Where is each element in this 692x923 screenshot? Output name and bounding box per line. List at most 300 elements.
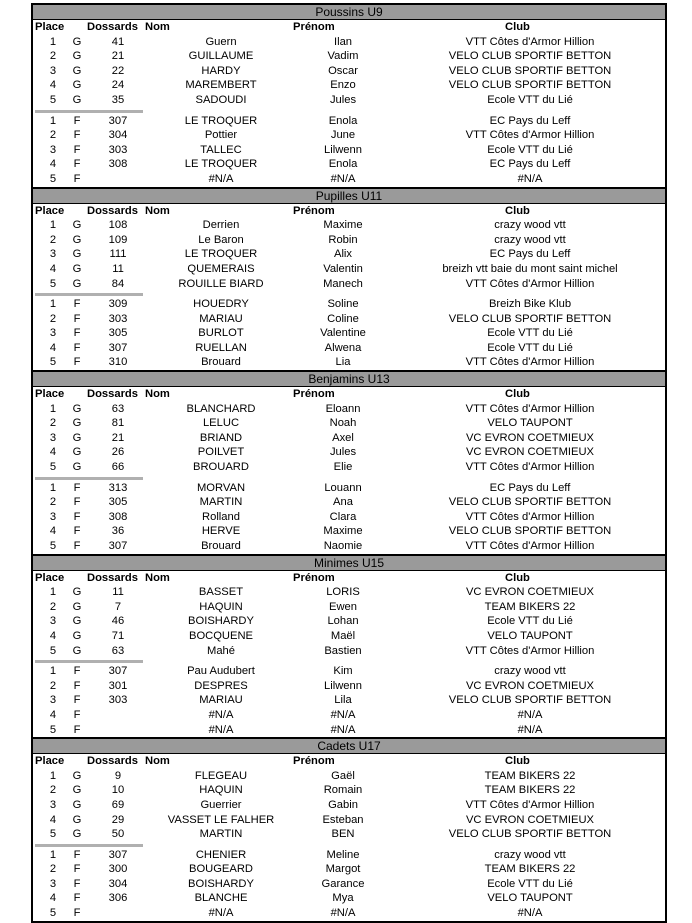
- result-row: [33, 326, 665, 341]
- cell-place: 2: [49, 417, 57, 430]
- category-title: Minimes U15: [33, 556, 665, 571]
- cell-nom: Pottier: [204, 129, 238, 142]
- cell-doss: 310: [108, 356, 128, 369]
- cell-nom: BLANCHARD: [186, 402, 256, 415]
- cell-doss: 307: [108, 665, 128, 678]
- cell-doss: 36: [111, 525, 125, 538]
- result-row: [33, 723, 665, 738]
- cell-sex: G: [72, 629, 82, 642]
- cell-doss: 63: [111, 402, 125, 415]
- cell-sex: G: [72, 461, 82, 474]
- result-row: [33, 848, 665, 863]
- header-place: Place: [35, 388, 65, 401]
- cell-pre: Oscar: [328, 64, 358, 77]
- cell-nom: BURLOT: [198, 327, 244, 340]
- cell-nom: MARIAU: [199, 694, 243, 707]
- result-row: [33, 600, 665, 615]
- cell-doss: 309: [108, 298, 128, 311]
- cell-club: Breizh Bike Klub: [488, 298, 572, 311]
- header-dossards: Dossards: [87, 388, 138, 401]
- cell-sex: F: [73, 312, 81, 325]
- cell-place: 5: [49, 723, 57, 736]
- result-row: [33, 891, 665, 906]
- header-prenom: Prénom: [293, 204, 335, 217]
- cell-place: 3: [49, 877, 57, 890]
- result-row: [33, 312, 665, 327]
- cell-sex: F: [73, 298, 81, 311]
- cell-doss: 81: [111, 417, 125, 430]
- result-row: [33, 769, 665, 784]
- cell-club: #N/A: [517, 723, 543, 736]
- cell-pre: Noah: [329, 417, 357, 430]
- cell-place: 3: [49, 143, 57, 156]
- group-separator: [35, 110, 143, 113]
- cell-sex: F: [73, 679, 81, 692]
- cell-place: 2: [49, 496, 57, 509]
- cell-place: 3: [49, 694, 57, 707]
- cell-pre: Eloann: [325, 402, 361, 415]
- cell-nom: MARTIN: [199, 496, 243, 509]
- cell-pre: Kim: [333, 665, 353, 678]
- cell-place: 1: [49, 35, 57, 48]
- header-club: Club: [505, 204, 530, 217]
- cell-place: 5: [49, 540, 57, 552]
- cell-nom: HARDY: [201, 64, 241, 77]
- result-row: [33, 693, 665, 708]
- cell-nom: BOISHARDY: [188, 877, 254, 890]
- cell-nom: HOUEDRY: [193, 298, 249, 311]
- cell-place: 1: [49, 298, 57, 311]
- cell-nom: RUELLAN: [195, 341, 247, 354]
- cell-pre: #N/A: [330, 723, 356, 736]
- header-prenom: Prénom: [293, 21, 335, 33]
- cell-club: VELO CLUB SPORTIF BETTON: [448, 312, 612, 325]
- header-dossards: Dossards: [87, 755, 138, 768]
- result-row: [33, 262, 665, 277]
- cell-pre: Bastien: [324, 644, 362, 657]
- cell-sex: G: [72, 50, 82, 63]
- cell-pre: Louann: [324, 481, 362, 494]
- column-header-row: [33, 20, 665, 35]
- cell-club: VELO TAUPONT: [487, 629, 573, 642]
- cell-doss: 24: [111, 79, 125, 92]
- result-row: [33, 114, 665, 129]
- cell-club: VTT Côtes d'Armor Hillion: [465, 35, 595, 48]
- cell-club: Ecole VTT du Lié: [487, 327, 573, 340]
- cell-sex: G: [72, 586, 82, 599]
- cell-doss: 304: [108, 129, 128, 142]
- cell-sex: F: [73, 863, 81, 876]
- cell-nom: Brouard: [201, 356, 241, 369]
- header-prenom: Prénom: [293, 388, 335, 401]
- cell-place: 2: [49, 312, 57, 325]
- cell-club: VTT Côtes d'Armor Hillion: [465, 277, 595, 290]
- cell-place: 5: [49, 277, 57, 290]
- cell-sex: G: [72, 446, 82, 459]
- cell-doss: 301: [108, 679, 128, 692]
- cell-place: 1: [49, 219, 57, 232]
- cell-place: 3: [49, 615, 57, 628]
- cell-sex: F: [73, 907, 81, 920]
- cell-doss: 308: [108, 158, 128, 171]
- cell-sex: G: [72, 431, 82, 444]
- cell-sex: F: [73, 665, 81, 678]
- cell-doss: 313: [108, 481, 128, 494]
- cell-place: 1: [49, 848, 57, 861]
- header-club: Club: [505, 571, 530, 584]
- cell-club: VTT Côtes d'Armor Hillion: [465, 356, 595, 369]
- cell-pre: Lohan: [327, 615, 359, 628]
- result-row: [33, 172, 665, 187]
- cell-doss: 307: [108, 114, 128, 127]
- cell-pre: Meline: [326, 848, 360, 861]
- cell-place: 4: [49, 341, 57, 354]
- cell-doss: 306: [108, 892, 128, 905]
- result-row: [33, 524, 665, 539]
- group-separator: [35, 660, 143, 663]
- result-row: [33, 128, 665, 143]
- cell-club: VTT Côtes d'Armor Hillion: [465, 540, 595, 552]
- cell-sex: F: [73, 172, 81, 185]
- cell-club: EC Pays du Leff: [489, 114, 571, 127]
- cell-nom: ROUILLE BIARD: [178, 277, 264, 290]
- cell-place: 5: [49, 461, 57, 474]
- cell-pre: Jules: [329, 93, 357, 106]
- cell-pre: BEN: [331, 828, 355, 841]
- cell-place: 2: [49, 784, 57, 797]
- category-section: [31, 737, 667, 923]
- cell-club: #N/A: [517, 907, 543, 920]
- header-club: Club: [505, 21, 530, 33]
- cell-nom: QUEMERAIS: [187, 262, 255, 275]
- category-section: [31, 370, 667, 554]
- cell-pre: Soline: [327, 298, 359, 311]
- cell-club: VC EVRON COETMIEUX: [465, 446, 595, 459]
- cell-club: VELO TAUPONT: [487, 892, 573, 905]
- column-header-row: [33, 754, 665, 769]
- cell-club: Ecole VTT du Lié: [487, 615, 573, 628]
- cell-club: VELO CLUB SPORTIF BETTON: [448, 64, 612, 77]
- cell-club: VC EVRON COETMIEUX: [465, 431, 595, 444]
- result-row: [33, 585, 665, 600]
- header-place: Place: [35, 204, 65, 217]
- cell-place: 4: [49, 79, 57, 92]
- cell-club: VC EVRON COETMIEUX: [465, 679, 595, 692]
- result-row: [33, 783, 665, 798]
- cell-pre: Alwena: [324, 341, 362, 354]
- cell-club: VTT Côtes d'Armor Hillion: [465, 402, 595, 415]
- cell-pre: Clara: [329, 510, 357, 523]
- result-row: [33, 247, 665, 262]
- cell-sex: G: [72, 615, 82, 628]
- result-row: [33, 277, 665, 292]
- result-row: [33, 539, 665, 554]
- header-nom: Nom: [145, 21, 170, 33]
- cell-club: VTT Côtes d'Armor Hillion: [465, 798, 595, 811]
- cell-place: 2: [49, 679, 57, 692]
- cell-place: 3: [49, 327, 57, 340]
- result-row: [33, 431, 665, 446]
- cell-doss: 46: [111, 615, 125, 628]
- header-club: Club: [505, 388, 530, 401]
- cell-nom: HAQUIN: [199, 600, 243, 613]
- cell-doss: 9: [114, 769, 122, 782]
- cell-place: 4: [49, 629, 57, 642]
- cell-pre: Alix: [333, 248, 353, 261]
- cell-nom: MARIAU: [199, 312, 243, 325]
- cell-sex: G: [72, 600, 82, 613]
- cell-doss: 26: [111, 446, 125, 459]
- cell-nom: Guerrier: [200, 798, 242, 811]
- cell-pre: Lia: [335, 356, 351, 369]
- cell-nom: FLEGEAU: [194, 769, 248, 782]
- cell-doss: 11: [112, 262, 124, 275]
- cell-place: 4: [49, 892, 57, 905]
- group-separator: [35, 477, 143, 480]
- result-row: [33, 481, 665, 496]
- result-row: [33, 341, 665, 356]
- result-row: [33, 862, 665, 877]
- result-row: [33, 297, 665, 312]
- cell-doss: 307: [108, 848, 128, 861]
- cell-nom: #N/A: [208, 723, 234, 736]
- cell-club: VELO CLUB SPORTIF BETTON: [448, 525, 612, 538]
- cell-nom: DESPRES: [194, 679, 248, 692]
- cell-sex: G: [72, 798, 82, 811]
- cell-club: VC EVRON COETMIEUX: [465, 586, 595, 599]
- cell-nom: Brouard: [201, 540, 241, 552]
- cell-club: #N/A: [517, 708, 543, 721]
- cell-doss: 303: [108, 143, 128, 156]
- cell-place: 2: [49, 600, 57, 613]
- cell-club: crazy wood vtt: [494, 665, 566, 678]
- result-row: [33, 877, 665, 892]
- cell-nom: BASSET: [198, 586, 244, 599]
- cell-sex: F: [73, 525, 81, 538]
- cell-doss: 50: [111, 828, 125, 841]
- cell-sex: F: [73, 877, 81, 890]
- result-row: [33, 906, 665, 921]
- result-row: [33, 445, 665, 460]
- cell-club: VELO CLUB SPORTIF BETTON: [448, 496, 612, 509]
- cell-place: 3: [49, 248, 57, 261]
- cell-pre: Vadim: [327, 50, 359, 63]
- cell-nom: MORVAN: [196, 481, 246, 494]
- cell-doss: 111: [109, 248, 127, 261]
- cell-pre: Ilan: [333, 35, 353, 48]
- result-row: [33, 708, 665, 723]
- cell-sex: G: [72, 828, 82, 841]
- cell-club: Ecole VTT du Lié: [487, 143, 573, 156]
- cell-club: Ecole VTT du Lié: [487, 341, 573, 354]
- cell-doss: 41: [111, 35, 125, 48]
- cell-club: VELO CLUB SPORTIF BETTON: [448, 694, 612, 707]
- result-row: [33, 664, 665, 679]
- cell-doss: 63: [111, 644, 125, 657]
- cell-pre: #N/A: [330, 172, 356, 185]
- result-row: [33, 218, 665, 233]
- result-row: [33, 813, 665, 828]
- cell-place: 5: [49, 356, 57, 369]
- cell-nom: LE TROQUER: [184, 158, 258, 171]
- group-separator: [35, 844, 143, 847]
- cell-doss: 21: [111, 431, 125, 444]
- cell-pre: Gaël: [331, 769, 355, 782]
- result-row: [33, 679, 665, 694]
- cell-sex: G: [72, 769, 82, 782]
- cell-nom: Derrien: [202, 219, 240, 232]
- cell-sex: G: [72, 93, 82, 106]
- cell-club: #N/A: [517, 172, 543, 185]
- cell-nom: VASSET LE FALHER: [167, 813, 275, 826]
- category-section: [31, 187, 667, 371]
- cell-pre: #N/A: [330, 708, 356, 721]
- cell-sex: G: [72, 79, 82, 92]
- cell-nom: Pau Audubert: [187, 665, 255, 678]
- result-row: [33, 614, 665, 629]
- cell-pre: Robin: [328, 233, 358, 246]
- result-row: [33, 827, 665, 842]
- cell-pre: #N/A: [330, 907, 356, 920]
- cell-club: EC Pays du Leff: [489, 248, 571, 261]
- cell-nom: BOISHARDY: [188, 615, 254, 628]
- cell-sex: G: [72, 813, 82, 826]
- cell-sex: G: [72, 402, 82, 415]
- cell-sex: F: [73, 114, 81, 127]
- cell-place: 1: [49, 769, 57, 782]
- cell-place: 1: [49, 114, 57, 127]
- cell-club: TEAM BIKERS 22: [484, 769, 576, 782]
- cell-pre: Maxime: [323, 219, 363, 232]
- cell-nom: #N/A: [208, 907, 234, 920]
- cell-pre: Romain: [323, 784, 363, 797]
- cell-sex: F: [73, 892, 81, 905]
- cell-place: 1: [49, 586, 57, 599]
- cell-pre: Mya: [332, 892, 354, 905]
- cell-doss: 71: [111, 629, 125, 642]
- cell-nom: Rolland: [202, 510, 240, 523]
- cell-pre: Ewen: [329, 600, 357, 613]
- header-nom: Nom: [145, 755, 170, 768]
- cell-pre: Valentin: [323, 262, 363, 275]
- cell-nom: MARTIN: [199, 828, 243, 841]
- cell-nom: MAREMBERT: [185, 79, 257, 92]
- cell-place: 3: [49, 431, 57, 444]
- header-nom: Nom: [145, 388, 170, 401]
- cell-place: 4: [49, 158, 57, 171]
- cell-pre: Lilwenn: [324, 143, 362, 156]
- result-row: [33, 93, 665, 108]
- header-dossards: Dossards: [87, 21, 138, 33]
- cell-pre: Valentine: [320, 327, 366, 340]
- cell-place: 3: [49, 798, 57, 811]
- cell-sex: F: [73, 694, 81, 707]
- cell-nom: HERVE: [201, 525, 241, 538]
- cell-nom: BRIAND: [199, 431, 243, 444]
- cell-doss: 307: [108, 540, 128, 552]
- cell-pre: June: [330, 129, 356, 142]
- cell-sex: F: [73, 143, 81, 156]
- cell-club: crazy wood vtt: [494, 848, 566, 861]
- cell-place: 4: [49, 262, 57, 275]
- cell-sex: G: [72, 417, 82, 430]
- cell-sex: G: [72, 644, 82, 657]
- cell-club: crazy wood vtt: [494, 219, 566, 232]
- cell-club: VELO TAUPONT: [487, 417, 573, 430]
- cell-doss: 66: [111, 461, 125, 474]
- cell-nom: Mahé: [207, 644, 235, 657]
- cell-sex: G: [72, 35, 82, 48]
- cell-nom: #N/A: [208, 172, 234, 185]
- cell-nom: CHENIER: [195, 848, 247, 861]
- cell-doss: 7: [114, 600, 122, 613]
- cell-doss: 11: [112, 586, 124, 599]
- cell-place: 3: [49, 64, 57, 77]
- cell-club: TEAM BIKERS 22: [484, 600, 576, 613]
- cell-sex: G: [72, 233, 82, 246]
- cell-doss: 303: [108, 312, 128, 325]
- cell-place: 1: [49, 402, 57, 415]
- category-title: Benjamins U13: [33, 372, 665, 387]
- cell-sex: F: [73, 723, 81, 736]
- cell-sex: F: [73, 356, 81, 369]
- cell-club: VTT Côtes d'Armor Hillion: [465, 644, 595, 657]
- cell-club: EC Pays du Leff: [489, 158, 571, 171]
- cell-pre: Enzo: [330, 79, 356, 92]
- result-row: [33, 798, 665, 813]
- cell-pre: Gabin: [328, 798, 358, 811]
- cell-sex: G: [72, 248, 82, 261]
- cell-pre: Coline: [327, 312, 359, 325]
- header-prenom: Prénom: [293, 755, 335, 768]
- cell-sex: G: [72, 262, 82, 275]
- cell-doss: 84: [111, 277, 125, 290]
- cell-doss: 10: [111, 784, 125, 797]
- cell-place: 1: [49, 481, 57, 494]
- cell-club: VTT Côtes d'Armor Hillion: [465, 510, 595, 523]
- result-row: [33, 233, 665, 248]
- result-row: [33, 629, 665, 644]
- cell-place: 5: [49, 907, 57, 920]
- group-separator: [35, 293, 143, 296]
- cell-nom: HAQUIN: [199, 784, 243, 797]
- cell-club: VELO CLUB SPORTIF BETTON: [448, 79, 612, 92]
- cell-nom: #N/A: [208, 708, 234, 721]
- result-row: [33, 495, 665, 510]
- cell-sex: F: [73, 496, 81, 509]
- cell-doss: 305: [108, 327, 128, 340]
- cell-sex: F: [73, 158, 81, 171]
- cell-doss: 69: [111, 798, 125, 811]
- cell-nom: LE TROQUER: [184, 114, 258, 127]
- header-dossards: Dossards: [87, 204, 138, 217]
- cell-doss: 109: [108, 233, 128, 246]
- cell-place: 2: [49, 50, 57, 63]
- cell-club: VELO CLUB SPORTIF BETTON: [448, 828, 612, 841]
- cell-nom: POILVET: [197, 446, 245, 459]
- cell-place: 3: [49, 510, 57, 523]
- cell-nom: BLANCHE: [194, 892, 248, 905]
- cell-nom: BROUARD: [193, 461, 249, 474]
- cell-nom: Guern: [205, 35, 237, 48]
- cell-nom: LE TROQUER: [184, 248, 258, 261]
- cell-nom: GUILLAUME: [188, 50, 254, 63]
- cell-club: crazy wood vtt: [494, 233, 566, 246]
- cell-place: 5: [49, 644, 57, 657]
- cell-doss: 303: [108, 694, 128, 707]
- cell-nom: SADOUDI: [195, 93, 247, 106]
- cell-nom: LELUC: [202, 417, 240, 430]
